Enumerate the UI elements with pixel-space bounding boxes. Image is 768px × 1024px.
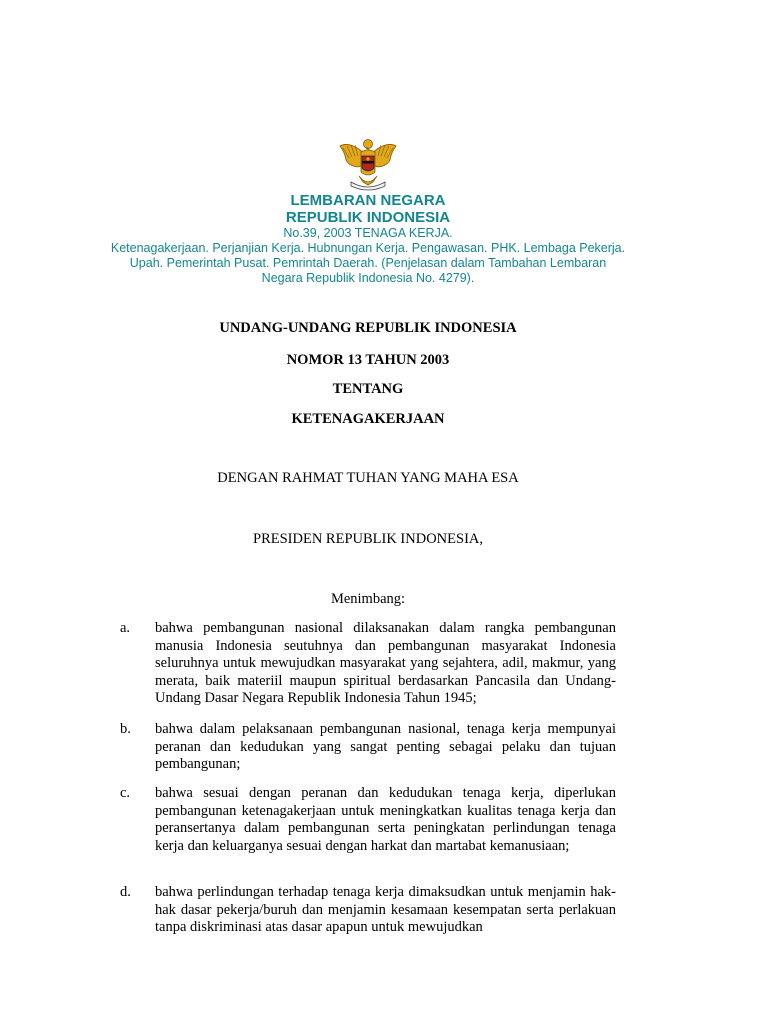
consideration-letter: a. [120,620,131,636]
consideration-text: bahwa sesuai dengan peranan dan kedudukan tenaga kerja, diperlukan pembangunan ketenagakerjaan untuk meningkatkan kualitas tenaga kerja dan peransertanya dalam pembangunan serta peningkatan perlindungan tenaga kerja dan keluarganya sesuai dengan harkat dan martabat kemanusiaan; [155,785,616,854]
law-about: TENTANG [332,381,404,397]
consideration-letter: d. [120,884,131,900]
consideration-text: bahwa perlindungan terhadap tenaga kerja dimaksudkan untuk menjamin hak-hak dasar pekerja/buruh dan menjamin kesamaan kesempatan serta perlakuan tanpa diskriminasi atas dasar apapun untuk mewujudkan [155,884,616,935]
gazette-keywords-line3: Negara Republik Indonesia No. 4279). [261,271,475,285]
consideration-item [120,721,616,774]
law-subject: KETENAGAKERJAAN [291,411,445,427]
consideration-text: bahwa pembangunan nasional dilaksanakan dalam rangka pembangunan manusia Indonesia seutuhnya dan pembangunan masyarakat Indonesia seluruhnya untuk mewujudkan masyarakat yang sejahtera, adil, makmur, yang merata, baik materiil maupun spiritual berdasarkan Pancasila dan Undang-Undang Dasar Negara Republik Indonesia Tahun 1945; [155,620,616,706]
preamble-considering: Menimbang: [330,591,406,607]
gazette-keywords-line2: Upah. Pemerintah Pusat. Pemrintah Daerah. (Penjelasan dalam Tambahan Lembaran [129,256,607,270]
consideration-item [120,620,616,708]
preamble-president: PRESIDEN REPUBLIK INDONESIA, [253,531,483,547]
consideration-text: bahwa dalam pelaksanaan pembangunan nasional, tenaga kerja mempunyai peranan dan kedudukan yang sangat penting sebagai pelaku dan tujuan pembangunan; [155,721,616,772]
garuda-emblem-icon [337,136,399,192]
gazette-keywords-line1: Ketenagakerjaan. Perjanjian Kerja. Hubnungan Kerja. Pengawasan. PHK. Lembaga Pekerja. [110,241,626,255]
law-number: NOMOR 13 TAHUN 2003 [286,352,450,368]
preamble-blessing: DENGAN RAHMAT TUHAN YANG MAHA ESA [217,470,519,486]
law-title: UNDANG-UNDANG REPUBLIK INDONESIA [219,320,517,336]
gazette-title-line2: REPUBLIK INDONESIA [285,209,451,226]
consideration-item [120,785,616,855]
consideration-letter: b. [120,721,131,737]
consideration-item [120,884,616,937]
consideration-letter: c. [120,785,131,801]
gazette-header [0,192,736,286]
gazette-title-line1: LEMBARAN NEGARA [290,192,446,209]
gazette-number: No.39, 2003 TENAGA KERJA. [283,226,453,240]
